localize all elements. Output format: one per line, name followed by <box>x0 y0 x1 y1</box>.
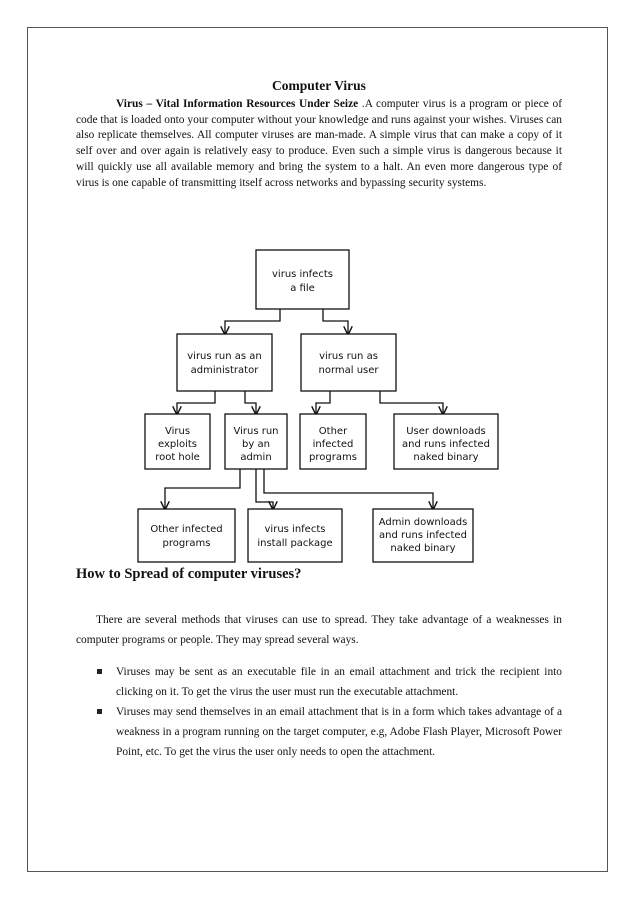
intro-body: .A computer virus is a program or piece of code that is loaded onto your computer without your knowledge and runs against your wishes. Viruses can also replicate themselves. All computer viruses are man-made. A simple virus that can make a copy of it self over and over again is relatively easy to produce. Even such a simple virus is dangerous because it will quickly use all available memory and bring the system to a halt. An even more dangerous type of virus is one capable of transmitting itself across networks and bypassing security systems. <box>76 98 562 189</box>
node-text: administrator <box>190 365 259 376</box>
node-text: virus infects <box>272 269 333 280</box>
node-virus-run-as-administrator <box>177 334 272 391</box>
node-text: and runs infected <box>402 439 490 450</box>
node-text: infected <box>312 439 354 450</box>
document-title: Computer Virus <box>272 78 366 93</box>
node-text: exploits <box>157 439 198 450</box>
node-text: Virus run <box>233 426 279 437</box>
node-text: Other infected <box>150 524 223 535</box>
list-item <box>96 662 562 702</box>
list-item-text: Viruses may send themselves in an email attachment that is in a form which takes advantage of a weakness in a program running on the target computer, e.g, Adobe Flash Player, Microsoft Power Point, etc. To get the virus the user only needs to open the attachment. <box>116 706 562 758</box>
node-text: Admin downloads <box>378 517 468 528</box>
node-text: virus run as an <box>187 351 262 362</box>
spread-methods-list <box>96 662 562 762</box>
node-text: normal user <box>318 365 379 376</box>
square-bullet-icon <box>97 669 102 674</box>
section-intro-text: There are several methods that viruses can use to spread. They take advantage of a weaknesses in computer programs or people. They may spread several ways. <box>76 614 562 646</box>
square-bullet-icon <box>97 709 102 714</box>
section-intro-paragraph <box>76 610 562 650</box>
section-heading: How to Spread of computer viruses? <box>76 566 302 582</box>
node-text: virus infects <box>264 524 326 535</box>
node-text: install package <box>257 538 333 549</box>
node-text: virus run as <box>319 351 378 362</box>
node-other-infected-programs-2 <box>138 509 235 562</box>
node-virus-run-as-normal-user <box>301 334 396 391</box>
node-text: programs <box>162 538 211 549</box>
node-text: root hole <box>155 452 200 463</box>
list-item <box>96 702 562 762</box>
node-text: Other <box>318 426 348 437</box>
node-text: Virus <box>164 426 191 437</box>
node-text: by an <box>242 439 270 450</box>
node-text: naked binary <box>413 452 479 463</box>
list-item-text: Viruses may be sent as an executable file in an email attachment and trick the recipient into clicking on it. To get the virus the user must run the executable attachment. <box>116 666 562 698</box>
node-text: a file <box>290 283 315 294</box>
node-text: admin <box>240 452 272 463</box>
intro-lead: Virus – Vital Information Resources Under Seize <box>116 98 359 110</box>
node-text: User downloads <box>406 426 486 437</box>
node-text: programs <box>309 452 357 463</box>
node-virus-infects-install-package <box>248 509 342 562</box>
node-text: and runs infected <box>379 530 467 541</box>
node-text: naked binary <box>390 543 456 554</box>
